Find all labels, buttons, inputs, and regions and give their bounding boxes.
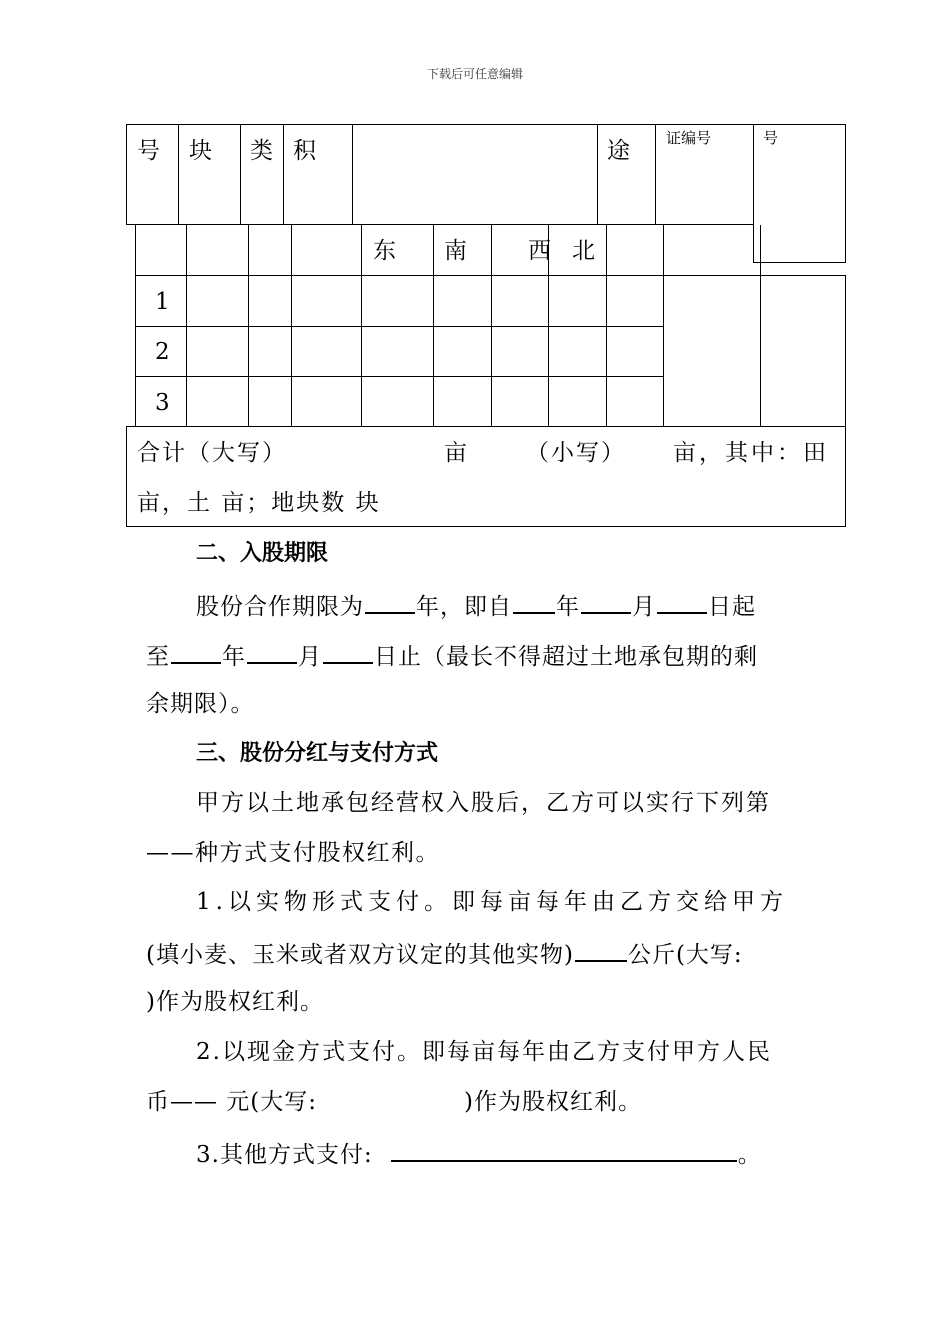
item2-line2a: 币—— 元(大写: — [146, 1089, 318, 1115]
total-small-label: （小写） — [526, 440, 626, 466]
section3-intro-2: ——种方式支付股权红利。 — [146, 840, 440, 866]
header-lei: 类 — [250, 138, 273, 164]
blank-end-day[interactable] — [323, 640, 373, 664]
total-line-2: 亩，土 亩；地块数 块 — [137, 490, 381, 516]
blank-other-method[interactable] — [391, 1138, 737, 1162]
blank-end-month[interactable] — [247, 640, 297, 664]
blank-start-month[interactable] — [581, 590, 631, 614]
blank-start-year[interactable] — [513, 590, 555, 614]
blank-end-year[interactable] — [171, 640, 221, 664]
section2-heading: 二、入股期限 — [196, 541, 329, 566]
header-note: 下载后可任意编辑 — [426, 67, 523, 81]
total-label: 合计（大写） — [137, 440, 287, 466]
row-number-2: 2 — [155, 339, 170, 365]
header-ji: 积 — [293, 138, 316, 164]
section2-line3: 余期限）。 — [146, 691, 255, 717]
header-kuai: 块 — [189, 138, 212, 164]
item1-line1: 1.以实物形式支付。即每亩每年由乙方交给甲方 — [196, 889, 788, 915]
direction-south: 南 — [444, 238, 467, 264]
item2-line2b: )作为股权红利。 — [464, 1089, 642, 1115]
header-tu: 途 — [607, 138, 630, 164]
blank-start-day[interactable] — [657, 590, 707, 614]
section3-heading: 三、股份分红与支付方式 — [196, 741, 439, 766]
blank-kg[interactable] — [575, 938, 627, 962]
row-number-3: 3 — [155, 390, 170, 416]
item1-line2: (填小麦、玉米或者双方议定的其他实物) 公斤(大写: — [146, 938, 743, 969]
direction-west: 西 — [528, 238, 551, 264]
item3-line: 3.其他方式支付: 。 — [196, 1138, 762, 1169]
item2-line1: 2.以现金方式支付。即每亩每年由乙方支付甲方人民 — [196, 1039, 772, 1065]
header-cert-number: 证编号 — [666, 129, 712, 147]
total-unit-mu: 亩 — [444, 440, 467, 466]
section2-line1: 股份合作期限为 年，即自 年 月 日起 — [196, 590, 756, 621]
header-hao-2: 号 — [763, 129, 779, 147]
direction-north: 北 — [572, 238, 595, 264]
row-number-1: 1 — [155, 289, 170, 315]
direction-east: 东 — [373, 238, 396, 264]
blank-years[interactable] — [365, 590, 415, 614]
total-unit-field: 亩，其中：田 — [673, 440, 829, 466]
section2-line2: 至 年 月 日止（最长不得超过土地承包期的剩 — [146, 640, 758, 671]
header-hao: 号 — [137, 138, 160, 164]
item1-line3: )作为股权红利。 — [146, 989, 324, 1015]
section3-intro-1: 甲方以土地承包经营权入股后，乙方可以实行下列第 — [196, 790, 771, 816]
